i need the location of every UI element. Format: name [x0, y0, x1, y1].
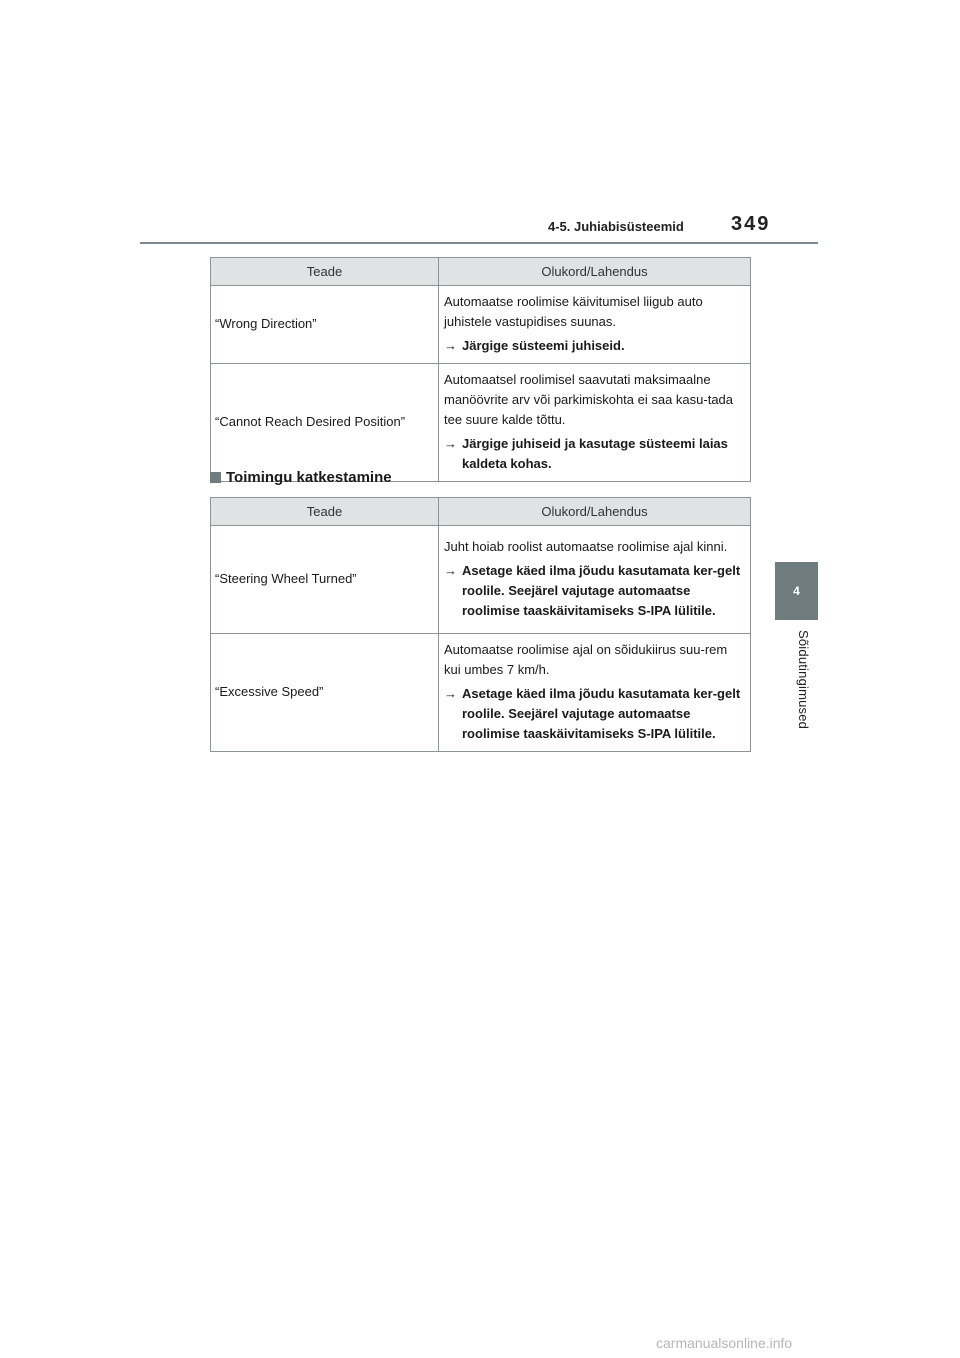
message-cell: “Excessive Speed” — [211, 634, 439, 752]
action-line — [444, 684, 745, 744]
section-heading: 4-5. Juhiabisüsteemid — [548, 219, 684, 234]
action-text: Asetage käed ilma jõudu kasutamata ker-gelt roolile. Seejärel vajutage automaatse roolimise taaskäivitamiseks S-IPA lülitile. — [462, 563, 741, 618]
action-line — [444, 561, 745, 621]
situation-text: Automaatse roolimise käivitumisel liigub auto juhistele vastupidises suunas. — [444, 294, 703, 329]
situation-cell — [439, 526, 751, 634]
section-title — [210, 469, 392, 486]
table-header-row — [211, 258, 751, 286]
page-number: 349 — [731, 213, 771, 235]
section-title-text: Toimingu katkestamine — [226, 469, 392, 486]
situation-text: Automaatsel roolimisel saavutati maksimaalne manöövrite arv või parkimiskohta ei saa kasu-tada tee suure kalde tõttu. — [444, 372, 734, 427]
table-row — [211, 526, 751, 634]
chapter-tab — [775, 562, 818, 620]
column-header-situation: Olukord/Lahendus — [439, 498, 751, 526]
column-header-message: Teade — [211, 498, 439, 526]
arrow-icon: → — [444, 436, 457, 451]
action-text: Järgige juhiseid ja kasutage süsteemi laias kaldeta kohas. — [462, 436, 728, 471]
table-row — [211, 634, 751, 752]
watermark: carmanualsonline.info — [656, 1335, 793, 1351]
situation-cell — [439, 634, 751, 752]
message-cell: “Steering Wheel Turned” — [211, 526, 439, 634]
action-text: Asetage käed ilma jõudu kasutamata ker-gelt roolile. Seejärel vajutage automaatse roolimise taaskäivitamiseks S-IPA lülitile. — [462, 686, 741, 741]
message-cell: “Wrong Direction” — [211, 286, 439, 364]
situation-cell — [439, 364, 751, 482]
messages-table-1 — [210, 257, 751, 482]
situation-text: Juht hoiab roolist automaatse roolimise ajal kinni. — [444, 539, 728, 554]
header-divider — [140, 242, 818, 244]
column-header-situation: Olukord/Lahendus — [439, 258, 751, 286]
chapter-title: Sõidutingimused — [796, 630, 811, 730]
arrow-icon: → — [444, 338, 457, 353]
action-text: Järgige süsteemi juhiseid. — [462, 338, 625, 353]
messages-table-2 — [210, 497, 751, 752]
table-row — [211, 286, 751, 364]
situation-cell — [439, 286, 751, 364]
action-line — [444, 336, 745, 356]
table-row — [211, 364, 751, 482]
arrow-icon: → — [444, 563, 457, 578]
message-cell: “Cannot Reach Desired Position” — [211, 364, 439, 482]
column-header-message: Teade — [211, 258, 439, 286]
action-line — [444, 434, 745, 474]
section-bullet-icon — [210, 472, 221, 483]
arrow-icon: → — [444, 686, 457, 701]
table-header-row — [211, 498, 751, 526]
chapter-number: 4 — [793, 584, 800, 598]
situation-text: Automaatse roolimise ajal on sõidukiirus suu-rem kui umbes 7 km/h. — [444, 642, 728, 677]
